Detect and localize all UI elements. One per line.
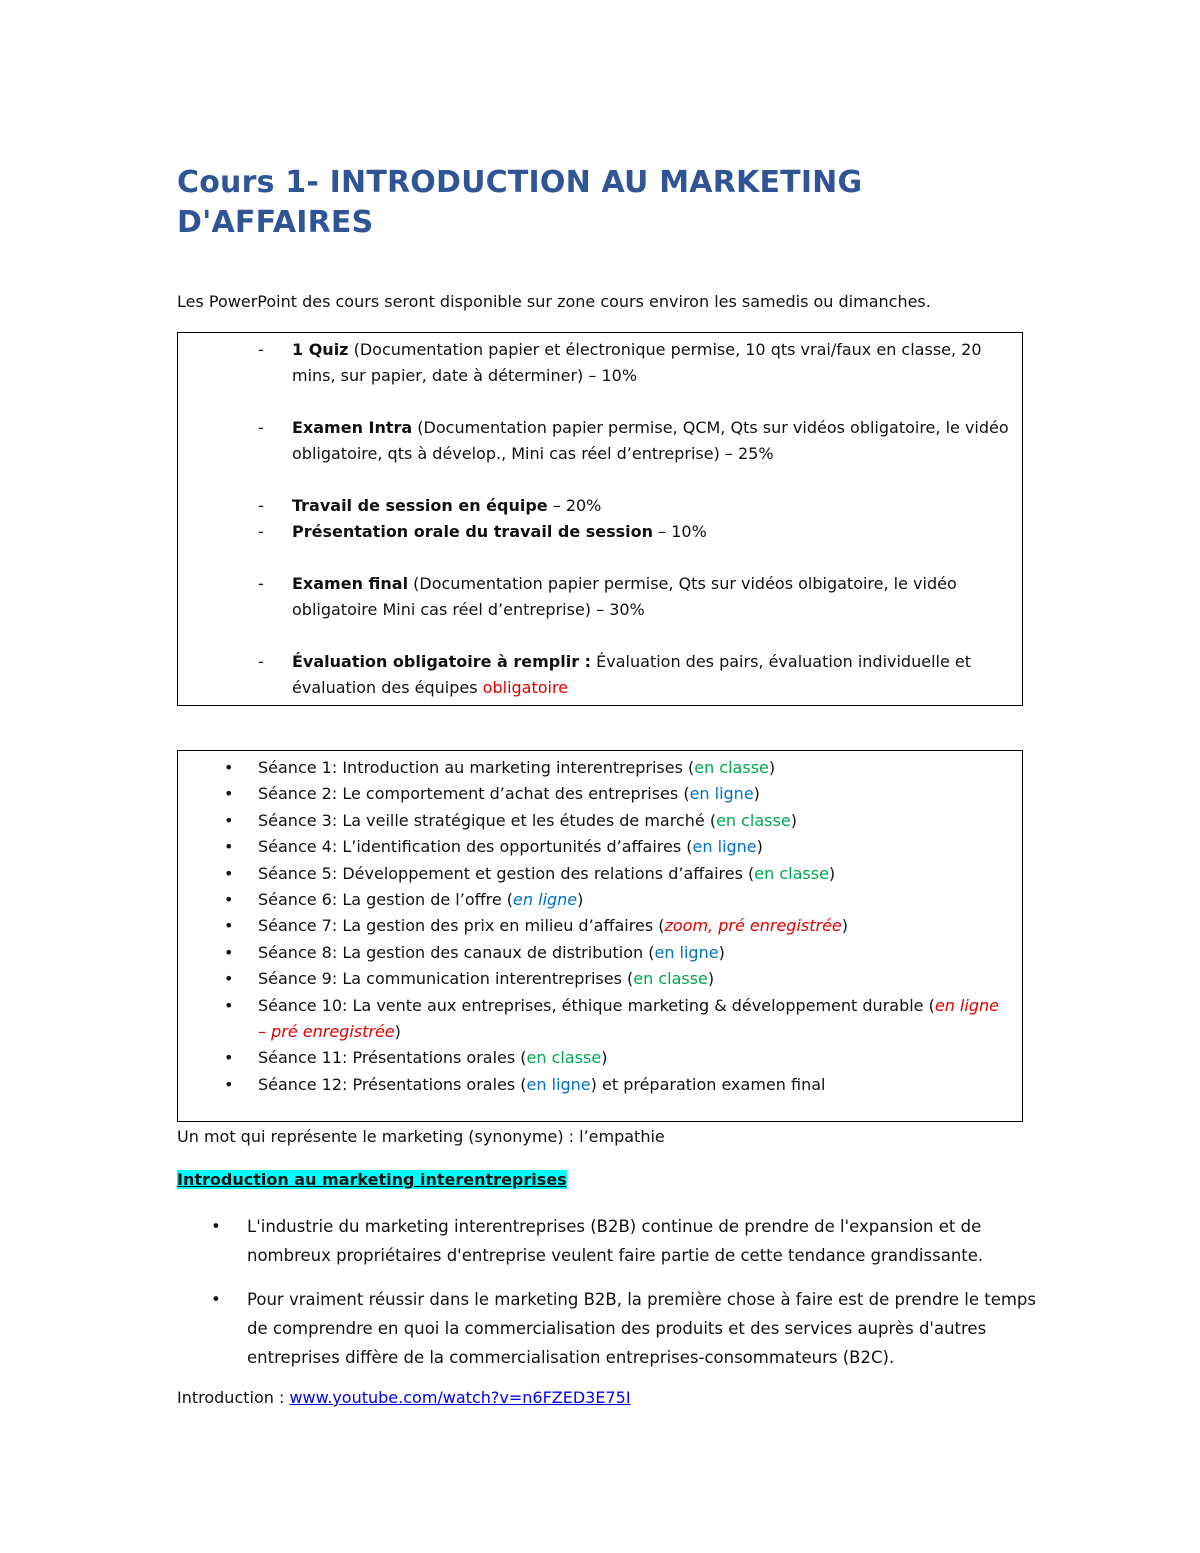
seance-text: L’identification des opportunités d’affaires ( <box>337 837 693 857</box>
seance-label: Séance 1: <box>258 758 338 777</box>
evaluation-item-quiz <box>178 337 1022 389</box>
evaluation-name: Présentation orale du travail de session <box>292 522 654 541</box>
seance-mode: en classe <box>716 810 791 830</box>
seance-close: ) <box>790 810 797 830</box>
seance-label: Séance 2: <box>258 784 338 804</box>
b2b-paragraph: • Pour vraiment réussir dans le marketing B2B, la première chose à faire est de prendre le temps de comprendre en quoi la commercialisation des produits et des services auprès d'autres entreprises diffère de la commercialisation entreprises-consommateurs (B2C). <box>177 1285 1037 1372</box>
b2b-paragraph-list <box>177 1212 1037 1387</box>
seance-item <box>178 1072 1022 1098</box>
section-heading-text: Introduction au marketing interentreprises <box>177 1170 567 1189</box>
seance-item <box>178 993 1022 1046</box>
seance-mode: en ligne <box>689 784 754 804</box>
evaluation-detail: (Documentation papier permise, QCM, Qts sur vidéos obligatoire, le vidéo obligatoire, qts à dévelop., Mini cas réel d’entreprise) – 25% <box>292 418 1009 463</box>
seance-text: La gestion de l’offre ( <box>337 890 514 910</box>
seance-mode: en classe <box>694 758 769 777</box>
seance-close: ) <box>753 784 760 804</box>
evaluation-item-obligatoire <box>178 649 1022 701</box>
seance-mode: en ligne <box>654 942 719 962</box>
seance-mode: en ligne – pré enregistrée <box>258 995 999 1042</box>
seance-label: Séance 10: <box>258 995 348 1015</box>
seance-close: ) <box>707 969 715 989</box>
evaluation-list <box>178 337 1022 701</box>
evaluation-name: 1 Quiz <box>292 340 349 359</box>
evaluation-name: Travail de session en équipe <box>292 496 548 515</box>
seance-mode: en classe <box>526 1048 602 1068</box>
seance-label: Séance 4: <box>258 837 338 857</box>
seance-item <box>178 781 1022 807</box>
seance-text: La communication interentreprises ( <box>337 969 634 989</box>
seance-item <box>178 861 1022 887</box>
evaluation-item-travail <box>178 493 1022 519</box>
evaluation-item-intra <box>178 415 1022 467</box>
seance-close: ) <box>768 758 776 777</box>
seance-mode: en classe <box>754 863 829 883</box>
seance-item <box>178 834 1022 860</box>
evaluation-name: Examen final <box>292 574 409 593</box>
seance-text: La vente aux entreprises, éthique marketing & développement durable ( <box>347 995 935 1015</box>
seance-item <box>178 755 1022 781</box>
synonym-line: Un mot qui représente le marketing (synonyme) : l’empathie <box>177 1127 665 1146</box>
evaluation-name: Examen Intra <box>292 418 413 437</box>
seance-text: La veille stratégique et les études de marché ( <box>337 810 717 830</box>
seance-label: Séance 9: <box>258 969 338 989</box>
seance-mode: en ligne <box>526 1074 591 1094</box>
seance-close: ) et préparation examen final <box>590 1074 826 1094</box>
seance-close: ) <box>828 863 836 883</box>
seance-close: ) <box>841 916 849 936</box>
seance-item <box>178 913 1022 939</box>
evaluation-detail: Évaluation des pairs, évaluation individuelle et évaluation des équipes <box>292 652 972 697</box>
seance-label: Séance 3: <box>258 810 338 830</box>
seance-item <box>178 1045 1022 1071</box>
seance-close: ) <box>577 890 584 910</box>
seance-text: Présentations orales ( <box>347 1074 527 1094</box>
seance-text: Développement et gestion des relations d’affaires ( <box>337 863 755 883</box>
seance-mode: en classe <box>633 969 708 989</box>
seance-close: ) <box>718 942 725 962</box>
link-label: Introduction : <box>177 1388 290 1407</box>
seance-item <box>178 966 1022 992</box>
seance-label: Séance 11: <box>258 1048 348 1068</box>
seance-text: La gestion des canaux de distribution ( <box>337 942 655 962</box>
seance-label: Séance 6: <box>258 890 338 910</box>
seance-text: Présentations orales ( <box>347 1048 527 1068</box>
evaluation-detail: – 20% <box>547 496 602 515</box>
evaluation-name: Évaluation obligatoire à remplir : <box>292 652 592 671</box>
youtube-link[interactable]: www.youtube.com/watch?v=n6FZED3E75I <box>289 1388 631 1407</box>
seance-text: Introduction au marketing interentreprises ( <box>337 758 695 777</box>
seance-close: ) <box>601 1048 608 1068</box>
seance-item <box>178 940 1022 966</box>
seance-label: Séance 5: <box>258 863 338 883</box>
seance-mode: zoom, pré enregistrée <box>664 916 842 936</box>
seance-close: ) <box>394 1022 401 1042</box>
page-title: Cours 1- INTRODUCTION AU MARKETING D'AFFAIRES <box>177 165 863 240</box>
seance-text: Le comportement d’achat des entreprises ( <box>337 784 690 804</box>
seances-list <box>178 755 1022 1098</box>
seance-close: ) <box>756 837 763 857</box>
evaluation-box <box>177 332 1023 706</box>
seance-label: Séance 8: <box>258 942 338 962</box>
evaluation-item-presentation <box>178 519 1022 545</box>
seance-label: Séance 12: <box>258 1074 348 1094</box>
evaluation-item-final <box>178 571 1022 623</box>
obligatoire-highlight: obligatoire <box>482 678 569 697</box>
evaluation-detail: (Documentation papier et électronique permise, 10 qts vrai/faux en classe, 20 mins, sur papier, date à déterminer) – 10% <box>292 340 982 385</box>
intro-link-line <box>177 1386 631 1410</box>
seance-mode: en ligne <box>513 890 578 910</box>
section-heading <box>177 1168 567 1192</box>
evaluation-detail: – 10% <box>653 522 707 541</box>
b2b-paragraph: • L'industrie du marketing interentreprises (B2B) continue de prendre de l'expansion et de nombreux propriétaires d'entreprise veulent faire partie de cette tendance grandissante. <box>177 1212 1037 1270</box>
seance-text: La gestion des prix en milieu d’affaires ( <box>337 916 665 936</box>
seance-mode: en ligne <box>692 837 757 857</box>
seances-box <box>177 750 1023 1122</box>
evaluation-detail: (Documentation papier permise, Qts sur vidéos olbigatoire, le vidéo obligatoire Mini cas réel d’entreprise) – 30% <box>292 574 957 619</box>
intro-paragraph: Les PowerPoint des cours seront disponible sur zone cours environ les samedis ou dimanches. <box>177 292 931 311</box>
seance-label: Séance 7: <box>258 916 338 936</box>
seance-item <box>178 887 1022 913</box>
seance-item <box>178 808 1022 834</box>
